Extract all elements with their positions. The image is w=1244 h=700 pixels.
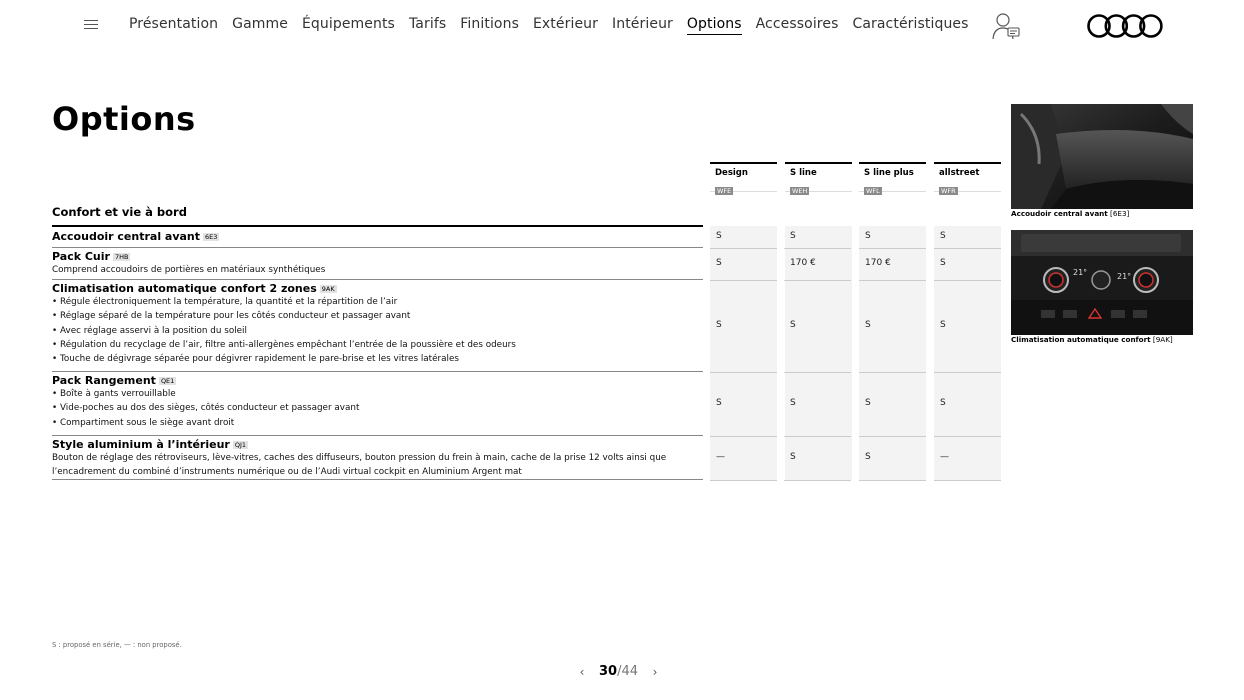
- cell-divider: [934, 480, 1001, 481]
- option-description-line: • Touche de dégivrage séparée pour dégivrer rapidement le pare-brise et les vitres latérales: [52, 354, 459, 365]
- availability-cell: S: [790, 452, 796, 462]
- cell-divider: [710, 480, 777, 481]
- column-code: WFR: [941, 187, 956, 195]
- column-header-s-line: [785, 162, 852, 195]
- availability-cell: S: [865, 398, 871, 408]
- availability-cell: S: [940, 398, 946, 408]
- pagination: [575, 664, 662, 679]
- column-header-allstreet: [934, 162, 1001, 195]
- availability-cell: S: [940, 231, 946, 241]
- climate-caption: [1011, 335, 1173, 344]
- cell-divider: [934, 280, 1001, 281]
- availability-cell: S: [790, 320, 796, 330]
- option-title: [52, 250, 703, 263]
- cell-divider: [934, 372, 1001, 373]
- availability-cell: S: [790, 398, 796, 408]
- option-description-line: • Vide-poches au dos des sièges, côtés conducteur et passager avant: [52, 403, 360, 414]
- cell-divider: [859, 248, 926, 249]
- page-indicator: [599, 664, 638, 679]
- option-code: QJ1: [234, 441, 246, 449]
- armrest-caption: [1011, 209, 1129, 218]
- right-temperature-display: 21°: [1117, 272, 1132, 281]
- option-row: [52, 372, 703, 436]
- nav-item[interactable]: Intérieur: [612, 16, 673, 32]
- nav-item[interactable]: Options: [687, 16, 742, 35]
- nav-item[interactable]: Finitions: [460, 16, 519, 32]
- option-name: Accoudoir central avant: [52, 230, 201, 243]
- caption-code: [6E3]: [1110, 209, 1130, 218]
- current-page: 30: [599, 664, 618, 679]
- option-description-line: • Avec réglage asservi à la position du soleil: [52, 325, 247, 336]
- cell-divider: [934, 436, 1001, 437]
- cell-divider: [859, 480, 926, 481]
- column-name: Design: [715, 168, 748, 178]
- option-description-line: • Régulation du recyclage de l’air, filtre anti-allergènes empêchant l’entrée de la poussière et des odeurs: [52, 339, 516, 350]
- availability-cell: S: [716, 258, 722, 268]
- advisor-icon[interactable]: [989, 11, 1021, 41]
- option-row: [52, 280, 703, 372]
- cell-divider: [710, 280, 777, 281]
- cell-divider: [934, 248, 1001, 249]
- option-description-line: l’encadrement du combiné d’instruments numérique ou de l’Audi virtual cockpit en Aluminium Argent mat: [52, 467, 522, 478]
- column-name: allstreet: [939, 168, 980, 178]
- option-row: [52, 228, 703, 248]
- option-description-line: • Réglage séparé de la température pour les côtés conducteur et passager avant: [52, 311, 411, 322]
- option-code: 9AK: [321, 285, 335, 293]
- section-divider: [52, 225, 703, 227]
- column-code: WFE: [717, 187, 732, 195]
- cell-divider: [859, 280, 926, 281]
- option-title: [52, 374, 703, 387]
- cell-divider: [859, 436, 926, 437]
- availability-cell: 170 €: [865, 258, 891, 268]
- cell-divider: [784, 436, 851, 437]
- availability-cell: S: [790, 231, 796, 241]
- cell-divider: [784, 480, 851, 481]
- option-row: [52, 436, 703, 480]
- option-title: [52, 438, 703, 451]
- cell-divider: [784, 372, 851, 373]
- column-name: S line plus: [864, 168, 914, 178]
- availability-cell: S: [865, 452, 871, 462]
- cell-divider: [710, 436, 777, 437]
- nav-item[interactable]: Tarifs: [408, 16, 447, 32]
- option-description-line: • Boîte à gants verrouillable: [52, 389, 176, 399]
- cell-divider: [784, 248, 851, 249]
- climate-control-photo: [1011, 230, 1193, 335]
- column-code: WFL: [866, 187, 880, 195]
- left-temperature-display: 21°: [1073, 268, 1088, 277]
- column-name: S line: [790, 168, 817, 178]
- armrest-photo: [1011, 104, 1193, 209]
- caption-title: Climatisation automatique confort: [1011, 335, 1151, 344]
- availability-cell: S: [940, 320, 946, 330]
- option-code: 6E3: [205, 233, 218, 241]
- cell-divider: [710, 248, 777, 249]
- previous-page-icon[interactable]: ‹: [579, 664, 585, 679]
- cell-divider: [859, 372, 926, 373]
- nav-item[interactable]: Extérieur: [532, 16, 598, 32]
- option-code: 7HB: [114, 253, 129, 261]
- availability-cell: S: [865, 320, 871, 330]
- column-code: WEH: [792, 187, 808, 195]
- option-title: [52, 282, 703, 295]
- option-name: Style aluminium à l’intérieur: [52, 438, 230, 451]
- audi-rings-logo[interactable]: [1087, 12, 1163, 40]
- nav-item[interactable]: Équipements: [301, 16, 395, 32]
- column-header-design: [710, 162, 777, 195]
- option-description-line: • Régule électroniquement la température, la quantité et la répartition de l’air: [52, 297, 398, 307]
- top-navigation: [0, 0, 1244, 50]
- cell-divider: [784, 280, 851, 281]
- option-code: QE1: [160, 377, 175, 385]
- nav-item[interactable]: Accessoires: [755, 16, 839, 32]
- nav-item[interactable]: Présentation: [129, 16, 219, 32]
- next-page-icon[interactable]: ›: [652, 664, 658, 679]
- nav-item[interactable]: Caractéristiques: [852, 16, 969, 32]
- option-description-line: Comprend accoudoirs de portières en matériaux synthétiques: [52, 265, 326, 275]
- caption-code: [9AK]: [1152, 335, 1173, 344]
- total-pages: /44: [617, 664, 639, 679]
- option-description-line: • Compartiment sous le siège avant droit: [52, 417, 235, 428]
- option-description-line: Bouton de réglage des rétroviseurs, lève-vitres, caches des diffuseurs, bouton pression du frein à main, cache de la prise 12 volts ainsi que: [52, 453, 667, 463]
- legend-footnote: S : proposé en série, — : non proposé.: [52, 641, 182, 649]
- hamburger-menu-icon[interactable]: [84, 20, 98, 30]
- option-name: Pack Cuir: [52, 250, 110, 263]
- section-title: Confort et vie à bord: [52, 205, 187, 219]
- availability-cell: S: [716, 320, 722, 330]
- option-name: Climatisation automatique confort 2 zones: [52, 282, 317, 295]
- option-name: Pack Rangement: [52, 374, 156, 387]
- availability-cell: —: [940, 452, 949, 462]
- availability-cell: S: [716, 231, 722, 241]
- caption-title: Accoudoir central avant: [1011, 209, 1108, 218]
- availability-cell: —: [716, 452, 725, 462]
- option-row: [52, 248, 703, 280]
- nav-bar: [129, 16, 983, 35]
- availability-cell: S: [716, 398, 722, 408]
- column-header-s-line-plus: [859, 162, 926, 195]
- option-title: [52, 230, 703, 243]
- availability-cell: S: [865, 231, 871, 241]
- availability-cell: 170 €: [790, 258, 816, 268]
- cell-divider: [710, 372, 777, 373]
- page-title: Options: [52, 100, 196, 138]
- availability-cell: S: [940, 258, 946, 268]
- nav-item[interactable]: Gamme: [232, 16, 288, 32]
